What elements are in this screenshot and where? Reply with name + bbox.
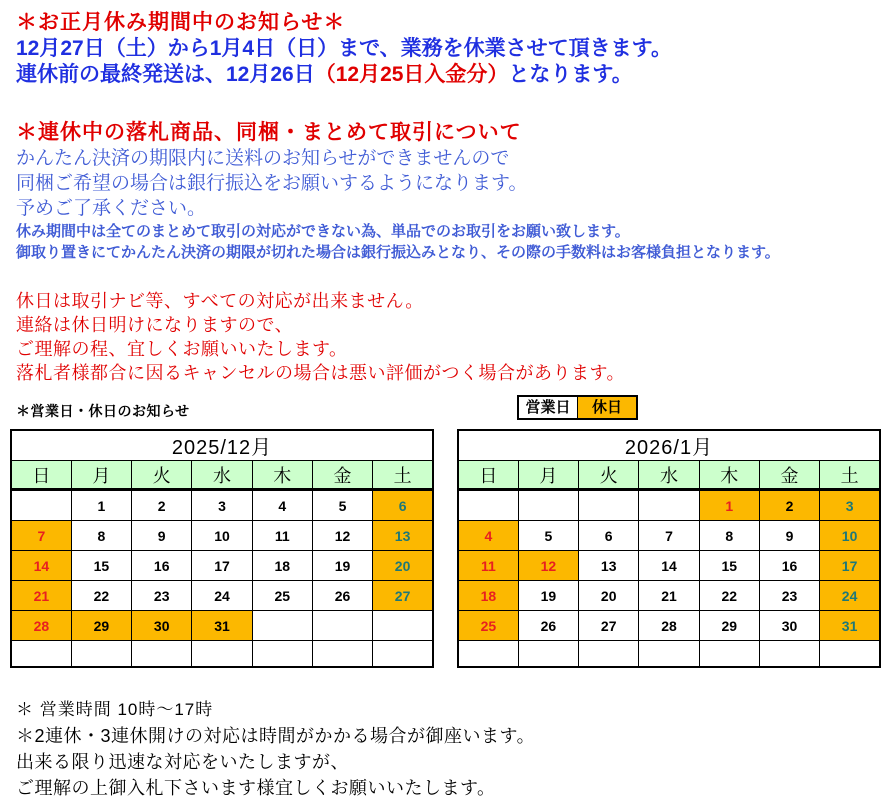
calendar-day-cell [11, 490, 71, 521]
calendar-day-cell: 8 [699, 521, 759, 551]
weekday-header-cell: 火 [132, 461, 192, 490]
calendar-day-cell: 17 [820, 551, 880, 581]
calendar-day-cell: 17 [192, 551, 252, 581]
calendar-day-cell: 21 [11, 581, 71, 611]
last-shipping-blue-end: となります。 [508, 63, 633, 86]
calendar-day-cell: 10 [820, 521, 880, 551]
calendar-legend [517, 395, 638, 420]
calendar-day-cell: 30 [759, 611, 819, 641]
calendar-label-row [16, 395, 889, 423]
calendar-january-2026 [457, 429, 881, 668]
footer-notes [16, 696, 889, 801]
calendar-day-cell [759, 641, 819, 668]
calendar-day-cell [820, 641, 880, 668]
calendar-day-cell: 27 [579, 611, 639, 641]
new-year-notice-title: ＊お正月休み期間中のお知らせ＊ [16, 11, 346, 34]
weekday-header-cell: 土 [373, 461, 433, 490]
calendar-day-cell: 5 [312, 490, 372, 521]
footer-note-line: ご理解の上御入札下さいます様宜しくお願いいたします。 [16, 778, 496, 798]
calendar-december-2025 [10, 429, 434, 668]
closure-period-line: 12月27日（土）から1月4日（日）まで、業務を休業させて頂きます。 [16, 37, 672, 60]
calendar-day-cell: 1 [699, 490, 759, 521]
calendar-day-cell: 31 [192, 611, 252, 641]
calendar-day-cell: 28 [11, 611, 71, 641]
calendar-day-cell: 22 [71, 581, 131, 611]
calendar-day-cell: 27 [373, 581, 433, 611]
weekday-header-cell: 水 [192, 461, 252, 490]
calendar-day-cell [639, 641, 699, 668]
calendar-day-cell: 5 [518, 521, 578, 551]
calendar-day-cell: 13 [373, 521, 433, 551]
calendar-day-cell: 10 [192, 521, 252, 551]
calendar-day-cell: 7 [11, 521, 71, 551]
calendar-day-cell: 12 [312, 521, 372, 551]
calendar-title: 2026/1月 [458, 430, 880, 461]
calendar-day-cell: 19 [518, 581, 578, 611]
calendar-day-cell: 30 [132, 611, 192, 641]
bundle-small-note-line: 休み期間中は全てのまとめて取引の対応ができない為、単品でのお取引をお願い致します。 [16, 223, 630, 240]
calendar-day-cell: 19 [312, 551, 372, 581]
calendar-day-cell: 23 [132, 581, 192, 611]
calendar-day-cell: 1 [71, 490, 131, 521]
calendar-day-cell [312, 611, 372, 641]
holiday-warning-line: 休日は取引ナビ等、すべての対応が出来ません。 [16, 291, 424, 311]
calendar-day-cell [373, 611, 433, 641]
weekday-header-cell: 木 [699, 461, 759, 490]
calendar-day-cell: 23 [759, 581, 819, 611]
footer-note-line: 出来る限り迅速な対応をいたしますが、 [16, 752, 349, 772]
calendar-day-cell [518, 641, 578, 668]
legend-holiday-cell: 休日 [578, 397, 636, 418]
calendar-day-cell: 29 [71, 611, 131, 641]
weekday-header-cell: 水 [639, 461, 699, 490]
calendar-day-cell: 16 [759, 551, 819, 581]
calendar-day-cell: 18 [252, 551, 312, 581]
footer-note-line: ＊2連休・3連休開けの対応は時間がかかる場合が御座います。 [16, 726, 536, 746]
calendar-day-cell: 7 [639, 521, 699, 551]
calendar-day-cell: 13 [579, 551, 639, 581]
calendar-table [457, 429, 881, 668]
bundle-body-line: かんたん決済の期限内に送料のお知らせができませんので [16, 148, 510, 169]
bundle-body-line: 予めご了承ください。 [16, 198, 207, 219]
bundle-small-note-line: 御取り置きにてかんたん決済の期限が切れた場合は銀行振込みとなり、その際の手数料はお客様負担となります。 [16, 244, 780, 261]
calendar-day-cell: 28 [639, 611, 699, 641]
calendar-day-cell: 21 [639, 581, 699, 611]
calendar-day-cell: 2 [759, 490, 819, 521]
calendar-day-cell: 25 [252, 581, 312, 611]
calendar-day-cell [518, 490, 578, 521]
bundle-body-line: 同梱ご希望の場合は銀行振込をお願いするようになります。 [16, 173, 528, 194]
calendar-day-cell: 22 [699, 581, 759, 611]
weekday-header-cell: 月 [71, 461, 131, 490]
calendar-day-cell [699, 641, 759, 668]
calendar-day-cell: 15 [71, 551, 131, 581]
bundle-section-title: ＊連休中の落札商品、同梱・まとめて取引について [16, 121, 522, 144]
calendar-day-cell: 4 [458, 521, 518, 551]
calendar-day-cell [11, 641, 71, 668]
calendar-day-cell: 12 [518, 551, 578, 581]
calendar-day-cell: 26 [312, 581, 372, 611]
holiday-warning-line: ご理解の程、宜しくお願いいたします。 [16, 339, 348, 359]
weekday-header-cell: 金 [312, 461, 372, 490]
weekday-header-cell: 日 [458, 461, 518, 490]
weekday-header-cell: 月 [518, 461, 578, 490]
calendar-day-cell: 24 [192, 581, 252, 611]
calendar-day-cell: 3 [820, 490, 880, 521]
calendar-day-cell [252, 611, 312, 641]
calendar-day-cell: 6 [373, 490, 433, 521]
calendar-day-cell [71, 641, 131, 668]
weekday-header-cell: 日 [11, 461, 71, 490]
calendar-day-cell: 15 [699, 551, 759, 581]
calendar-day-cell [312, 641, 372, 668]
holiday-warning-block [16, 289, 889, 385]
calendar-day-cell: 26 [518, 611, 578, 641]
last-shipping-red-part: （12月25日入金分） [314, 63, 509, 86]
calendar-day-cell: 14 [11, 551, 71, 581]
calendar-day-cell: 9 [759, 521, 819, 551]
calendar-day-cell: 2 [132, 490, 192, 521]
calendar-day-cell [132, 641, 192, 668]
calendar-day-cell: 25 [458, 611, 518, 641]
weekday-header-cell: 木 [252, 461, 312, 490]
calendar-day-cell [639, 490, 699, 521]
calendar-day-cell [458, 490, 518, 521]
business-hours-line: ＊ 営業時間 10時～17時 [16, 700, 214, 719]
calendar-table [10, 429, 434, 668]
weekday-header-cell: 金 [759, 461, 819, 490]
calendar-day-cell: 14 [639, 551, 699, 581]
legend-business-day-cell: 営業日 [519, 397, 578, 418]
last-shipping-blue-start: 連休前の最終発送は、12月26日 [16, 63, 315, 86]
calendar-day-cell: 20 [579, 581, 639, 611]
calendars-row [10, 429, 889, 668]
calendar-title: 2025/12月 [11, 430, 433, 461]
holiday-warning-line: 連絡は休日明けになりますので、 [16, 315, 294, 335]
calendar-day-cell [373, 641, 433, 668]
calendar-day-cell [579, 490, 639, 521]
calendar-day-cell: 11 [458, 551, 518, 581]
weekday-header-cell: 火 [579, 461, 639, 490]
calendar-day-cell: 16 [132, 551, 192, 581]
calendar-day-cell: 31 [820, 611, 880, 641]
calendar-day-cell: 11 [252, 521, 312, 551]
calendar-day-cell [458, 641, 518, 668]
calendar-day-cell: 18 [458, 581, 518, 611]
calendar-day-cell [192, 641, 252, 668]
calendar-day-cell [579, 641, 639, 668]
calendar-section-label: ＊営業日・休日のお知らせ [16, 403, 190, 419]
calendar-day-cell: 24 [820, 581, 880, 611]
last-shipping-line [16, 62, 889, 88]
weekday-header-cell: 土 [820, 461, 880, 490]
calendar-day-cell [252, 641, 312, 668]
calendar-day-cell: 20 [373, 551, 433, 581]
calendar-day-cell: 4 [252, 490, 312, 521]
calendar-day-cell: 9 [132, 521, 192, 551]
calendar-day-cell: 3 [192, 490, 252, 521]
calendar-day-cell: 29 [699, 611, 759, 641]
calendar-day-cell: 6 [579, 521, 639, 551]
holiday-warning-line: 落札者様都合に因るキャンセルの場合は悪い評価がつく場合があります。 [16, 363, 626, 383]
calendar-day-cell: 8 [71, 521, 131, 551]
